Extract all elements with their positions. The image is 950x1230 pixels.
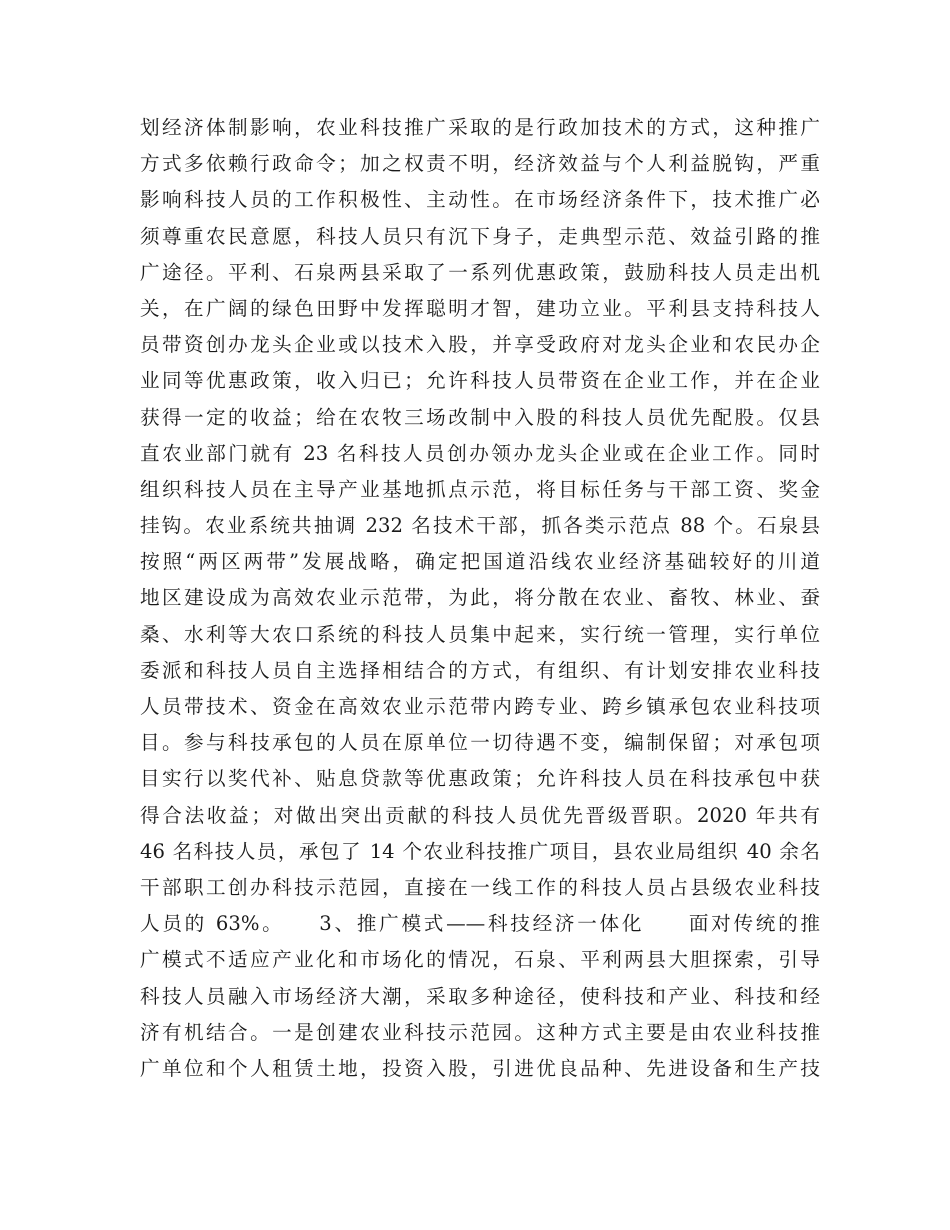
text-line: 广单位和个人租赁土地，投资入股，引进优良品种、先进设备和生产技 xyxy=(140,1056,820,1080)
text-line: 广模式不适应产业化和市场化的情况，石泉、平利两县大胆探索，引导 xyxy=(140,948,820,972)
text-line: 济有机结合。一是创建农业科技示范园。这种方式主要是由农业科技推 xyxy=(140,1020,820,1044)
text-line: 干部职工创办科技示范园，直接在一线工作的科技人员占县级农业科技 xyxy=(140,875,820,899)
text-line: 目实行以奖代补、贴息贷款等优惠政策；允许科技人员在科技承包中获 xyxy=(140,767,820,791)
text-line: 挂钩。农业系统共抽调 232 名技术干部，抓各类示范点 88 个。石泉县 xyxy=(140,514,820,538)
text-line: 划经济体制影响，农业科技推广采取的是行政加技术的方式，这种推广 xyxy=(140,116,820,139)
text-line: 人员带技术、资金在高效农业示范带内跨专业、跨乡镇承包农业科技项 xyxy=(140,695,820,718)
text-line: 员带资创办龙头企业或以技术入股，并享受政府对龙头企业和农民办企 xyxy=(140,333,820,357)
text-line: 影响科技人员的工作积极性、主动性。在市场经济条件下，技术推广必 xyxy=(140,188,820,212)
text-line: 目。参与科技承包的人员在原单位一切待遇不变，编制保留；对承包项 xyxy=(140,731,820,755)
text-line: 广途径。平利、石泉两县采取了一系列优惠政策，鼓励科技人员走出机 xyxy=(140,260,820,284)
text-line: 获得一定的收益；给在农牧三场改制中入股的科技人员优先配股。仅县 xyxy=(140,405,820,429)
body-text xyxy=(140,110,820,1087)
text-line: 按照“两区两带”发展战略，确定把国道沿线农业经济基础较好的川道 xyxy=(140,550,820,574)
text-line: 委派和科技人员自主选择相结合的方式，有组织、有计划安排农业科技 xyxy=(140,658,820,682)
text-line: 地区建设成为高效农业示范带，为此，将分散在农业、畜牧、林业、蚕 xyxy=(140,586,820,610)
text-line: 科技人员融入市场经济大潮，采取多种途径，使科技和产业、科技和经 xyxy=(140,984,820,1008)
text-line: 得合法收益；对做出突出贡献的科技人员优先晋级晋职。2020 年共有 xyxy=(140,803,820,827)
text-line: 直农业部门就有 23 名科技人员创办领办龙头企业或在企业工作。同时 xyxy=(140,441,820,465)
text-line: 组织科技人员在主导产业基地抓点示范，将目标任务与干部工资、奖金 xyxy=(140,477,820,501)
text-line: 关，在广阔的绿色田野中发挥聪明才智，建功立业。平利县支持科技人 xyxy=(140,296,820,320)
text-line: 业同等优惠政策，收入归已；允许科技人员带资在企业工作，并在企业 xyxy=(140,369,820,393)
text-line: 桑、水利等大农口系统的科技人员集中起来，实行统一管理，实行单位 xyxy=(140,622,820,646)
text-line: 方式多依赖行政命令；加之权责不明，经济效益与个人利益脱钩，严重 xyxy=(140,152,820,176)
text-line: 须尊重农民意愿，科技人员只有沉下身子，走典型示范、效益引路的推 xyxy=(140,224,820,248)
text-line: 人员的 63%。 3、推广模式——科技经济一体化 面对传统的推 xyxy=(140,912,820,936)
text-line: 46 名科技人员，承包了 14 个农业科技推广项目，县农业局组织 40 余名 xyxy=(140,839,820,863)
